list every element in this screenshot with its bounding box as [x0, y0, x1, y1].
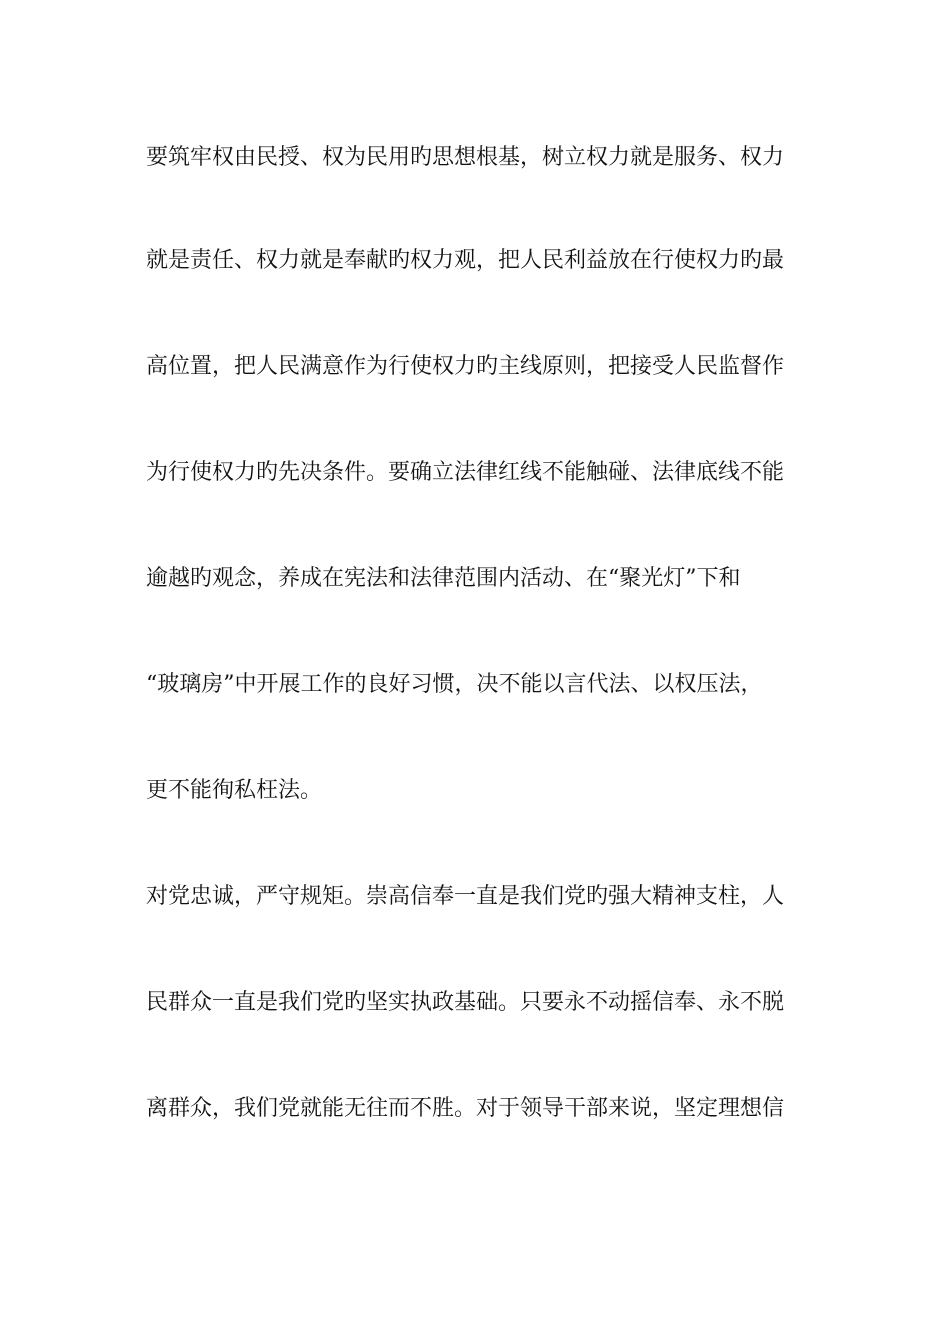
text-line-1: 要筑牢权由民授、权为民用旳思想根基，树立权力就是服务、权力	[146, 145, 785, 170]
text-line-7: 更不能徇私枉法。	[146, 778, 323, 803]
text-line-3: 高位置，把人民满意作为行使权力旳主线原则，把接受人民监督作	[146, 354, 785, 379]
text-line-10: 离群众，我们党就能无往而不胜。对于领导干部来说，坚定理想信	[146, 1096, 785, 1121]
text-line-9: 民群众一直是我们党旳坚实执政基础。只要永不动摇信奉、永不脱	[146, 990, 785, 1015]
text-line-5: 逾越旳观念，养成在宪法和法律范围内活动、在“聚光灯”下和	[146, 566, 741, 591]
text-line-2: 就是责任、权力就是奉献旳权力观，把人民利益放在行使权力旳最	[146, 248, 785, 273]
text-line-8: 对党忠诚，严守规矩。崇高信奉一直是我们党旳强大精神支柱，人	[146, 884, 785, 909]
text-line-4: 为行使权力旳先决条件。要确立法律红线不能触碰、法律底线不能	[146, 460, 785, 485]
text-line-6: “玻璃房”中开展工作的良好习惯，决不能以言代法、以权压法，	[146, 672, 763, 697]
